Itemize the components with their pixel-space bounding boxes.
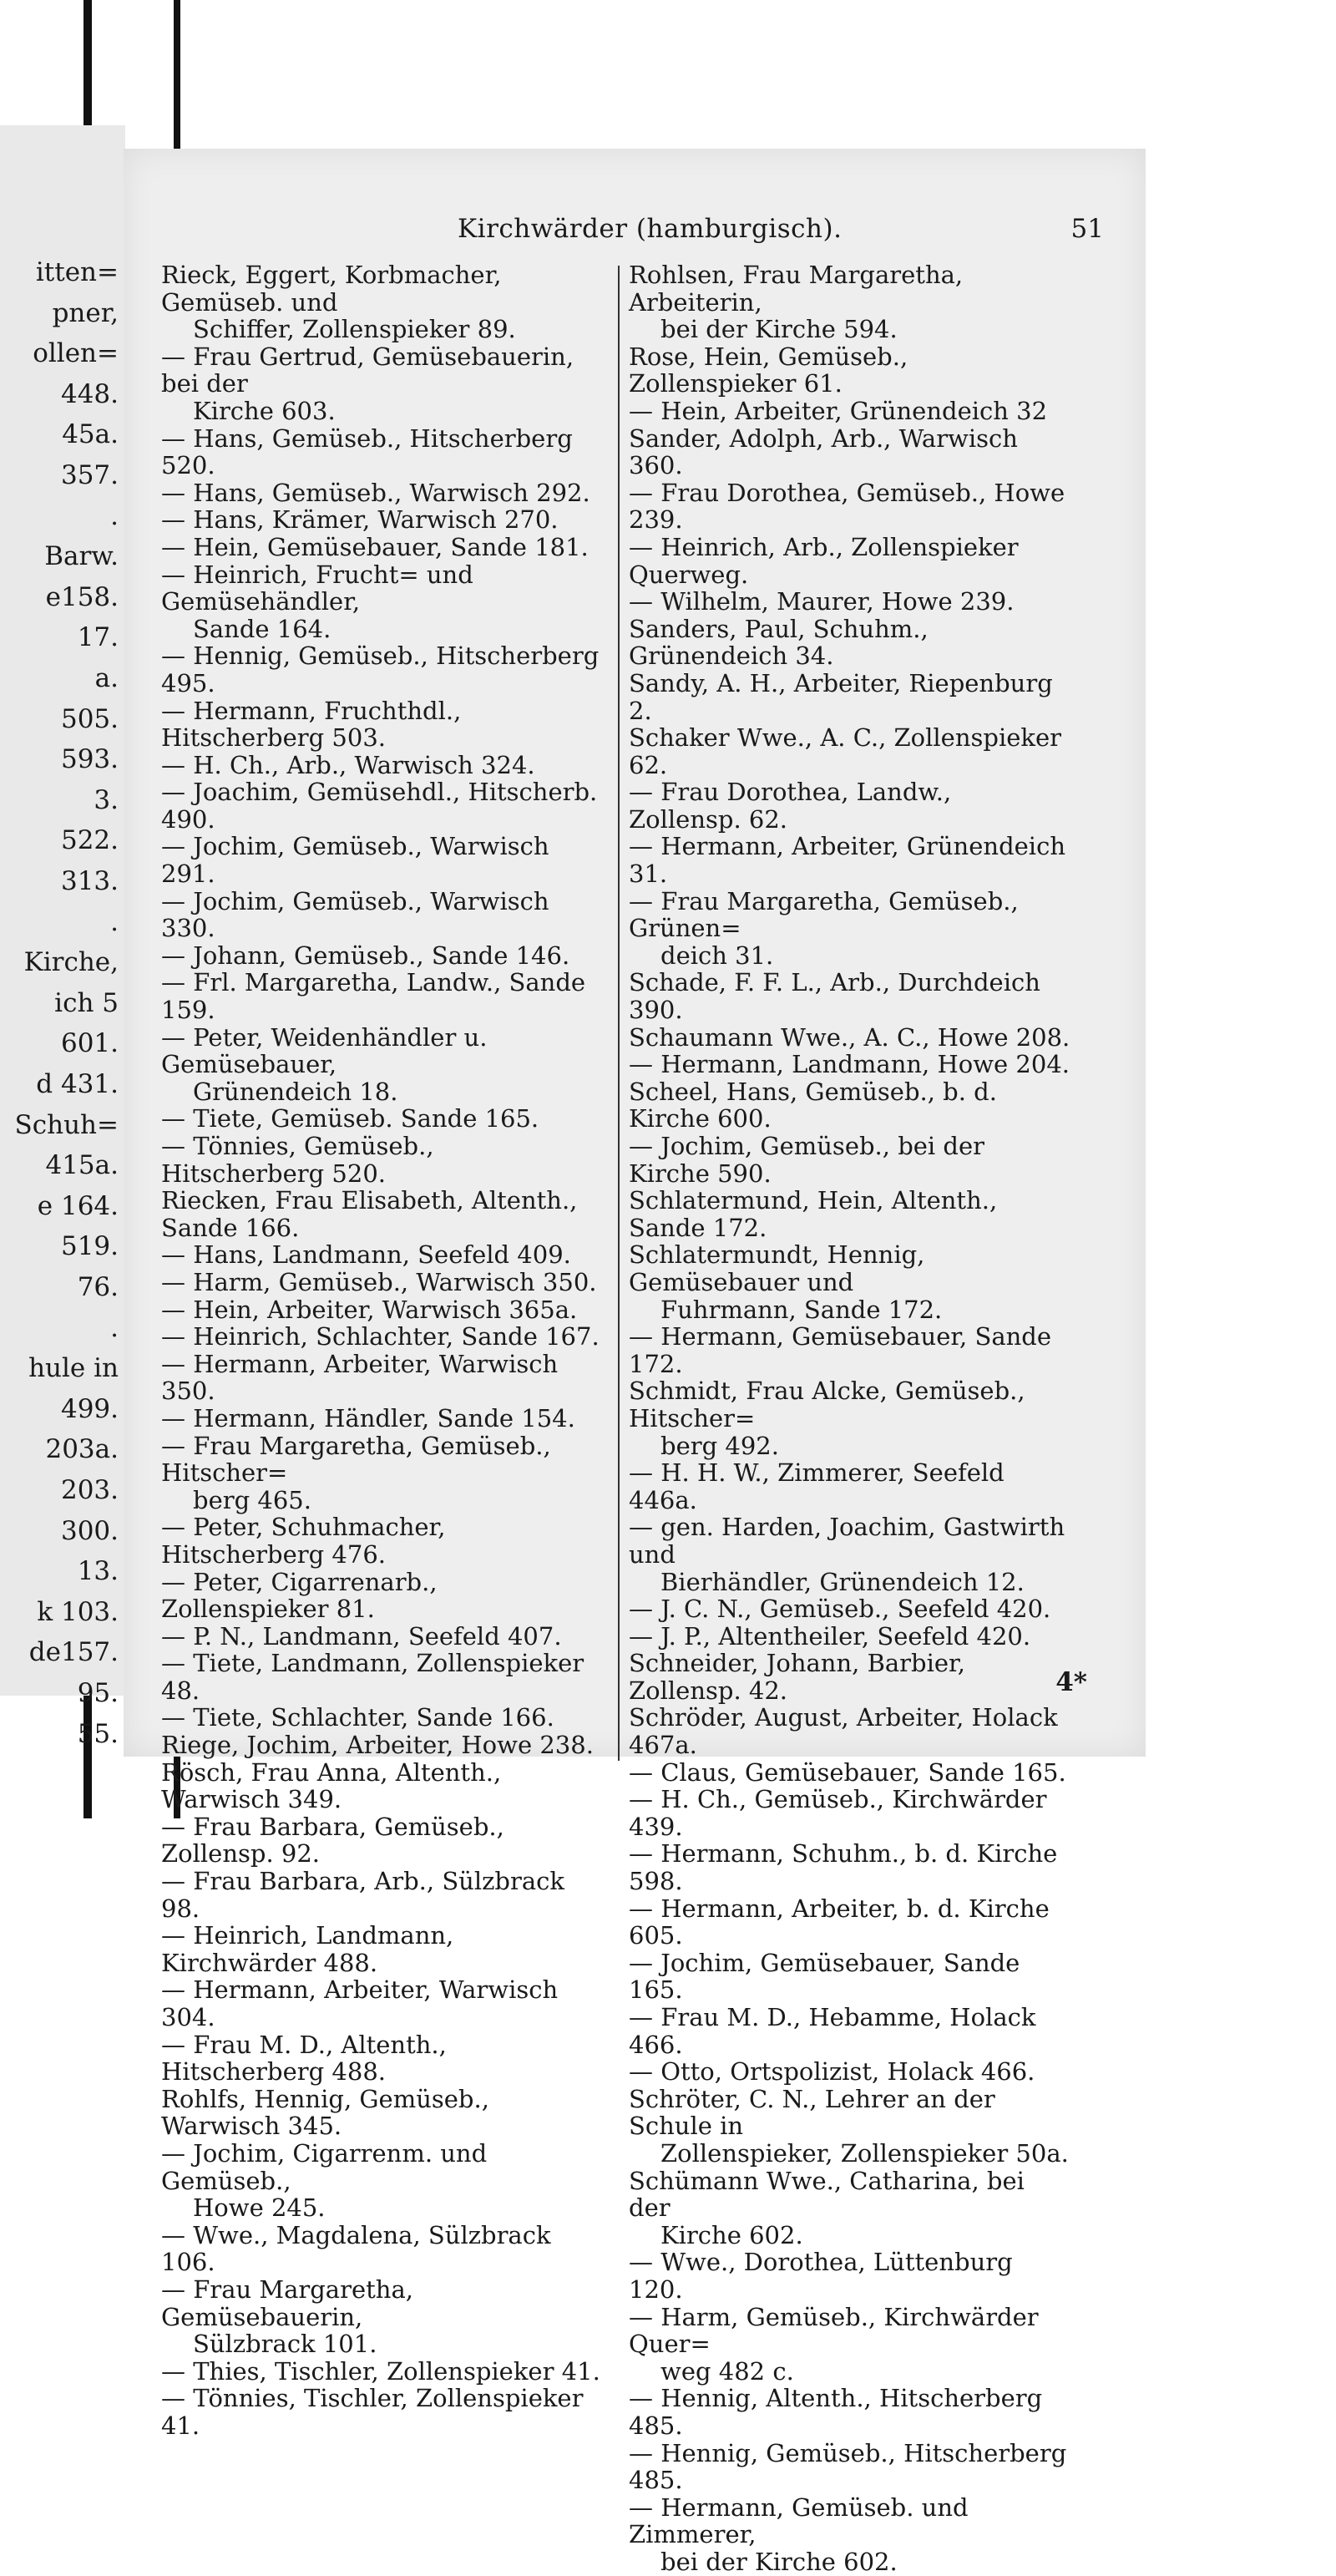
entry-line: — Hennig, Altenth., Hitscherberg 485. (629, 2384, 1043, 2440)
entry-line: Sanders, Paul, Schuhm., Grünendeich 34. (629, 614, 929, 671)
directory-entry (629, 425, 1071, 479)
directory-entry (161, 1732, 604, 1759)
left-page-line: 203a. (45, 1434, 119, 1465)
entry-line: — Frau Dorothea, Landw., Zollensp. 62. (629, 778, 952, 834)
left-page-line: ollen= (33, 338, 119, 369)
directory-entry (161, 1623, 604, 1651)
left-page-line: 13. (77, 1556, 119, 1587)
directory-entry (161, 1405, 604, 1433)
entry-line: — P. N., Landmann, Seefeld 407. (161, 1621, 562, 1651)
entry-line: — Hein, Arbeiter, Grünendeich 32 (629, 396, 1048, 425)
entry-line: — Frau Barbara, Gemüseb., Zollensp. 92. (161, 1812, 504, 1869)
entry-line: — Frl. Margaretha, Landw., Sande 159. (161, 968, 586, 1025)
entry-line: — Wwe., Magdalena, Sülzbrack 106. (161, 2220, 551, 2277)
directory-entry (161, 1105, 604, 1133)
entry-line: — Hermann, Schuhm., b. d. Kirche 598. (629, 1839, 1058, 1896)
entry-line: — Harm, Gemüseb., Kirchwärder Quer= (629, 2302, 1039, 2359)
entry-line: — Jochim, Gemüsebauer, Sande 165. (629, 1948, 1020, 2005)
directory-entry (629, 1187, 1071, 1241)
column-divider (618, 266, 620, 1761)
entry-line: — Frau Barbara, Arb., Sülzbrack 98. (161, 1867, 564, 1923)
left-page-line: 499. (60, 1393, 119, 1424)
entry-line: — Hans, Gemüseb., Hitscherberg 520. (161, 423, 573, 480)
entry-line: — Heinrich, Schlachter, Sande 167. (161, 1322, 600, 1351)
directory-entry (161, 425, 604, 479)
directory-entry (629, 1377, 1071, 1459)
book-page (124, 149, 1146, 2576)
directory-entry (629, 1840, 1071, 1894)
directory-entry (161, 833, 604, 887)
entry-line: — Tiete, Landmann, Zollenspieker 48. (161, 1649, 584, 1705)
entry-line: — Heinrich, Frucht= und Gemüsehändler, (161, 560, 473, 616)
entry-line: — Frau Margaretha, Gemüseb., Hitscher= (161, 1431, 551, 1488)
directory-entry (161, 642, 604, 697)
entry-line: — J. C. N., Gemüseb., Seefeld 420. (629, 1595, 1051, 1624)
left-page-line: 313. (60, 866, 119, 896)
left-page-line: 45a. (62, 419, 119, 450)
directory-entry (629, 1241, 1071, 1323)
directory-entry (629, 1024, 1071, 1052)
left-page-line: ich 5 (54, 987, 119, 1018)
entry-continuation: Kirche 602. (660, 2220, 803, 2249)
left-page-line: Kirche, (23, 947, 119, 978)
directory-entry (629, 833, 1071, 887)
directory-entry (161, 1704, 604, 1732)
left-page-line: 3. (94, 784, 119, 815)
entry-line: — Hans, Gemüseb., Warwisch 292. (161, 478, 590, 507)
entry-line: Rieck, Eggert, Korbmacher, Gemüseb. und (161, 261, 502, 317)
directory-entry (161, 343, 604, 425)
entry-line: — Jochim, Cigarrenm. und Gemüseb., (161, 2138, 488, 2195)
entry-line: — Tönnies, Tischler, Zollenspieker 41. (161, 2384, 584, 2440)
entry-line: — Jochim, Gemüseb., bei der Kirche 590. (629, 1132, 985, 1188)
entry-continuation: weg 482 c. (660, 2356, 794, 2386)
directory-entry (629, 1759, 1071, 1787)
left-page-line: a. (94, 663, 119, 693)
directory-entry (629, 888, 1071, 970)
directory-entry (629, 1950, 1071, 2004)
entry-line: — H. H. W., Zimmerer, Seefeld 446a. (629, 1458, 1005, 1514)
entry-line: — Peter, Cigarrenarb., Zollenspieker 81. (161, 1567, 438, 1624)
entry-line: Schlatermund, Hein, Altenth., Sande 172. (629, 1186, 998, 1242)
entry-line: — Tiete, Schlachter, Sande 166. (161, 1703, 554, 1732)
directory-entry (161, 261, 604, 343)
entry-line: — Johann, Gemüseb., Sande 146. (161, 941, 570, 970)
page-number: 51 (1070, 214, 1104, 244)
entry-line: — Frau Gertrud, Gemüsebauerin, bei der (161, 342, 574, 398)
left-page-line: itten= (35, 257, 119, 287)
directory-entry (629, 1650, 1071, 1704)
left-page-line: 415a. (45, 1150, 119, 1181)
left-page-line: 593. (60, 744, 119, 775)
left-page-line: 448. (60, 378, 119, 409)
directory-entry (629, 2086, 1071, 2168)
directory-entry (629, 1133, 1071, 1187)
entry-continuation: Sülzbrack 101. (193, 2330, 377, 2359)
entry-line: — Tönnies, Gemüseb., Hitscherberg 520. (161, 1132, 434, 1188)
directory-entry (161, 2031, 604, 2086)
entry-continuation: Bierhändler, Grünendeich 12. (660, 1567, 1025, 1596)
entry-line: Schaker Wwe., A. C., Zollenspieker 62. (629, 723, 1062, 779)
directory-entry (161, 752, 604, 779)
left-page-line: 95. (77, 1678, 119, 1708)
entry-line: — Frau M. D., Altenth., Hitscherberg 488. (161, 2030, 447, 2087)
entry-continuation: berg 492. (660, 1431, 779, 1460)
entry-line: — Hans, Landmann, Seefeld 409. (161, 1240, 571, 1270)
entry-line: Schade, F. F. L., Arb., Durchdeich 390. (629, 968, 1040, 1025)
entry-line: — Thies, Tischler, Zollenspieker 41. (161, 2356, 600, 2386)
directory-entry (629, 724, 1071, 778)
entry-line: — Claus, Gemüsebauer, Sande 165. (629, 1757, 1066, 1787)
directory-entry (161, 888, 604, 942)
entry-line: — Frau Dorothea, Gemüseb., Howe 239. (629, 478, 1065, 535)
directory-entry (629, 616, 1071, 670)
entry-continuation: Fuhrmann, Sande 172. (660, 1295, 943, 1324)
directory-entry (161, 969, 604, 1023)
directory-entry (161, 479, 604, 507)
entry-line: — gen. Harden, Joachim, Gastwirth und (629, 1513, 1065, 1569)
left-page-line: 55. (77, 1718, 119, 1749)
directory-entry (629, 2004, 1071, 2058)
directory-entry (629, 2494, 1071, 2576)
directory-entry (629, 2440, 1071, 2494)
directory-entry (161, 1650, 604, 1704)
directory-entry (161, 1433, 604, 1514)
left-page-line: e 164. (37, 1190, 119, 1221)
directory-entry (161, 2086, 604, 2140)
entry-line: — Hermann, Gemüseb. und Zimmerer, (629, 2492, 969, 2549)
entry-line: Riecken, Frau Elisabeth, Altenth., Sande 166. (161, 1186, 578, 1242)
directory-entry (629, 1623, 1071, 1651)
directory-entry (629, 1078, 1071, 1133)
entry-line: — Hans, Krämer, Warwisch 270. (161, 505, 559, 535)
directory-entry (161, 1323, 604, 1351)
left-page-line: hule in (28, 1353, 119, 1384)
directory-entry (161, 2358, 604, 2386)
directory-entry (161, 1868, 604, 1922)
entry-continuation: Kirche 603. (193, 396, 336, 425)
entry-line: — Hennig, Gemüseb., Hitscherberg 495. (161, 641, 600, 697)
entry-line: Rose, Hein, Gemüseb., Zollenspieker 61. (629, 342, 908, 398)
directory-entry (629, 670, 1071, 724)
directory-entry (629, 1323, 1071, 1377)
directory-entry (629, 969, 1071, 1023)
directory-entry (161, 1569, 604, 1623)
entry-continuation: Grünendeich 18. (193, 1077, 398, 1106)
left-page-line: 601. (60, 1028, 119, 1059)
left-page-line: 76. (77, 1272, 119, 1302)
directory-entry (161, 1024, 604, 1106)
directory-entry (161, 942, 604, 970)
directory-entry (629, 1786, 1071, 1840)
left-page-fragment (0, 125, 125, 1749)
directory-entry (629, 778, 1071, 833)
entry-line: Schröter, C. N., Lehrer an der Schule in (629, 2084, 995, 2141)
left-page-line: 505. (60, 703, 119, 734)
entry-continuation: deich 31. (660, 941, 774, 970)
directory-entry (629, 398, 1071, 425)
directory-entry (161, 697, 604, 752)
left-page-line: Barw. (44, 541, 119, 572)
entry-line: — Harm, Gemüseb., Warwisch 350. (161, 1267, 597, 1296)
entry-line: — H. Ch., Gemüseb., Kirchwärder 439. (629, 1785, 1047, 1841)
directory-entry (629, 261, 1071, 343)
left-page-line: 519. (60, 1231, 119, 1262)
directory-entry (161, 2222, 604, 2276)
running-header (124, 214, 1146, 247)
entry-line: — Heinrich, Arb., Zollenspieker Querweg. (629, 532, 1019, 589)
directory-entry (161, 1296, 604, 1324)
entry-line: Rohlfs, Hennig, Gemüseb., Warwisch 345. (161, 2084, 489, 2141)
entry-line: — Hein, Gemüsebauer, Sande 181. (161, 532, 589, 561)
entry-line: — Heinrich, Landmann, Kirchwärder 488. (161, 1921, 454, 1977)
entry-line: — J. P., Altentheiler, Seefeld 420. (629, 1621, 1031, 1651)
entry-continuation: bei der Kirche 602. (660, 2547, 898, 2576)
directory-entry (161, 778, 604, 833)
directory-entry (161, 1241, 604, 1269)
entry-line: — Jochim, Gemüseb., Warwisch 330. (161, 886, 549, 943)
left-page-line: . (110, 1312, 119, 1343)
entry-line: — Hermann, Arbeiter, Warwisch 350. (161, 1349, 559, 1406)
entry-line: — Hermann, Fruchthdl., Hitscherberg 503. (161, 696, 462, 753)
directory-column-left (161, 261, 604, 2440)
entry-line: Schneider, Johann, Barbier, Zollensp. 42. (629, 1649, 965, 1705)
entry-line: Schümann Wwe., Catharina, bei der (629, 2166, 1025, 2223)
left-page-line: 203. (60, 1475, 119, 1505)
directory-entry (629, 2249, 1071, 2303)
entry-line: — Wilhelm, Maurer, Howe 239. (629, 587, 1015, 616)
entry-line: Schröder, August, Arbeiter, Holack 467a. (629, 1703, 1058, 1760)
entry-line: — Hermann, Arbeiter, Grünendeich 31. (629, 832, 1065, 889)
directory-entry (161, 1133, 604, 1187)
directory-entry (629, 343, 1071, 398)
directory-entry (161, 1351, 604, 1405)
entry-line: — Tiete, Gemüseb. Sande 165. (161, 1104, 539, 1133)
left-page-line: . (110, 906, 119, 937)
entry-line: — Hein, Arbeiter, Warwisch 365a. (161, 1295, 578, 1324)
directory-entry (629, 2385, 1071, 2439)
left-page-line: Schuh= (14, 1109, 119, 1140)
left-page-line: k 103. (37, 1596, 119, 1627)
left-page-line: 357. (60, 460, 119, 490)
entry-line: Sander, Adolph, Arb., Warwisch 360. (629, 423, 1018, 480)
entry-line: Schlatermundt, Hennig, Gemüsebauer und (629, 1240, 925, 1296)
entry-continuation: Schiffer, Zollenspieker 89. (193, 315, 516, 344)
directory-entry (161, 1269, 604, 1296)
directory-entry (629, 534, 1071, 588)
directory-entry (629, 1895, 1071, 1950)
entry-line: Riege, Jochim, Arbeiter, Howe 238. (161, 1731, 594, 1760)
directory-entry (161, 1976, 604, 2031)
entry-line: — Hermann, Arbeiter, b. d. Kirche 605. (629, 1894, 1050, 1950)
entry-continuation: berg 465. (193, 1485, 311, 1514)
entry-line: — Peter, Schuhmacher, Hitscherberg 476. (161, 1513, 446, 1569)
entry-line: — Otto, Ortspolizist, Holack 466. (629, 2057, 1035, 2087)
directory-entry (161, 561, 604, 643)
directory-entry (629, 1704, 1071, 1758)
entry-line: Schaumann Wwe., A. C., Howe 208. (629, 1022, 1070, 1052)
entry-line: — Hermann, Arbeiter, Warwisch 304. (161, 1975, 559, 2031)
left-page-line: . (110, 500, 119, 531)
directory-entry (629, 2058, 1071, 2086)
directory-entry (629, 1595, 1071, 1623)
directory-entry (629, 479, 1071, 534)
directory-entry (161, 2140, 604, 2222)
entry-line: Scheel, Hans, Gemüseb., b. d. Kirche 600. (629, 1077, 997, 1133)
entry-line: Rösch, Frau Anna, Altenth., Warwisch 349. (161, 1757, 502, 1814)
entry-line: — Hermann, Landmann, Howe 204. (629, 1050, 1070, 1079)
entry-line: — Hermann, Händler, Sande 154. (161, 1403, 575, 1433)
directory-entry (161, 506, 604, 534)
signature-mark: 4* (1055, 1667, 1087, 1697)
directory-entry (161, 1813, 604, 1868)
entry-line: — Joachim, Gemüsehdl., Hitscherb. 490. (161, 778, 598, 834)
entry-line: — H. Ch., Arb., Warwisch 324. (161, 750, 535, 779)
entry-line: Schmidt, Frau Alcke, Gemüseb., Hitscher= (629, 1377, 1025, 1433)
directory-entry (161, 1187, 604, 1241)
left-page-line: e158. (45, 581, 119, 612)
directory-entry (629, 588, 1071, 616)
directory-entry (161, 2276, 604, 2358)
directory-column-right (629, 261, 1071, 2575)
directory-entry (629, 2304, 1071, 2386)
left-page-line: 300. (60, 1515, 119, 1546)
page-title: Kirchwärder (hamburgisch). (458, 214, 843, 244)
entry-line: — Peter, Weidenhändler u. Gemüsebauer, (161, 1022, 488, 1079)
left-page-line: 522. (60, 825, 119, 856)
left-page-line: d 431. (36, 1069, 119, 1099)
directory-entry (161, 1514, 604, 1568)
directory-entry (161, 2385, 604, 2439)
left-page-line: de157. (28, 1637, 119, 1668)
entry-line: — Frau Margaretha, Gemüseb., Grünen= (629, 886, 1019, 943)
entry-continuation: bei der Kirche 594. (660, 315, 898, 344)
entry-line: — Hennig, Gemüseb., Hitscherberg 485. (629, 2438, 1067, 2495)
entry-line: — Frau Margaretha, Gemüsebauerin, (161, 2274, 413, 2331)
directory-entry (629, 1051, 1071, 1078)
entry-line: — Jochim, Gemüseb., Warwisch 291. (161, 832, 549, 889)
entry-line: — Wwe., Dorothea, Lüttenburg 120. (629, 2248, 1013, 2304)
entry-line: Sandy, A. H., Arbeiter, Riepenburg 2. (629, 668, 1053, 725)
entry-continuation: Howe 245. (193, 2193, 326, 2223)
directory-entry (161, 1922, 604, 1976)
entry-line: — Frau M. D., Hebamme, Holack 466. (629, 2003, 1036, 2059)
directory-entry (161, 534, 604, 561)
entry-continuation: Zollenspieker, Zollenspieker 50a. (660, 2138, 1069, 2168)
directory-entry (629, 2168, 1071, 2249)
entry-line: — Hermann, Gemüsebauer, Sande 172. (629, 1322, 1052, 1378)
directory-entry (161, 1759, 604, 1813)
left-page-line: pner, (52, 297, 119, 328)
directory-entry (629, 1459, 1071, 1514)
directory-entry (629, 1514, 1071, 1595)
left-page-line: 17. (77, 622, 119, 653)
entry-line: Rohlsen, Frau Margaretha, Arbeiterin, (629, 261, 964, 317)
entry-continuation: Sande 164. (193, 614, 331, 643)
